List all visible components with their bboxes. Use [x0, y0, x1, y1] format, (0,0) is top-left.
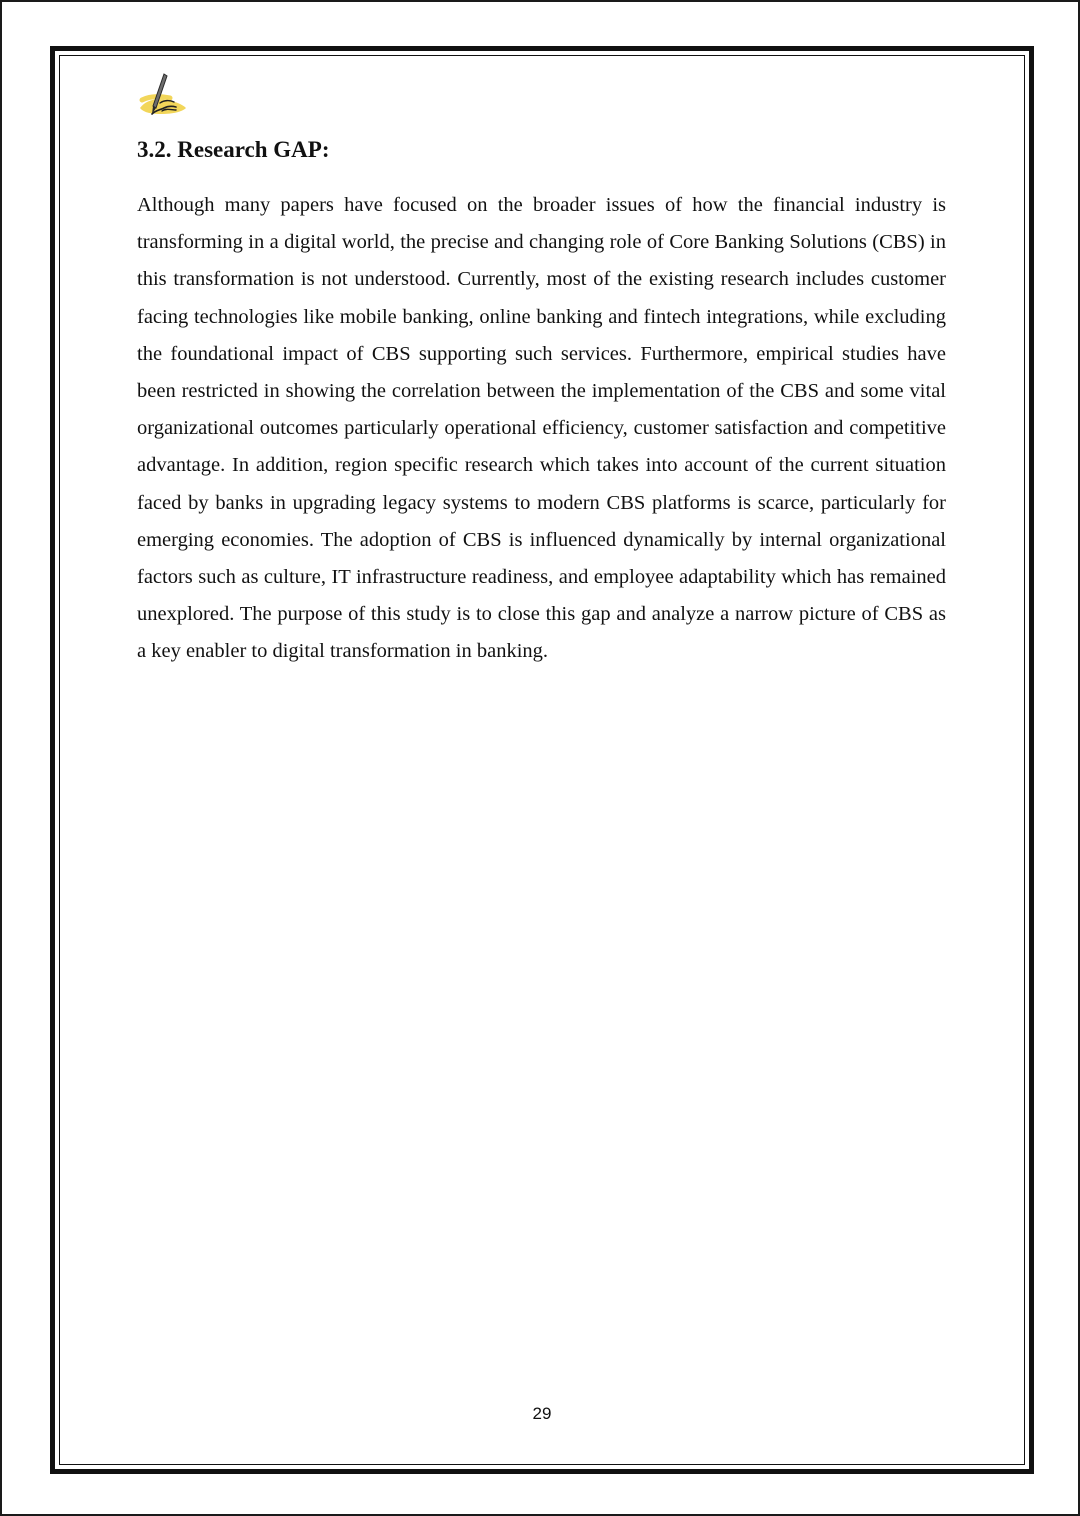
page-number: 29: [532, 1404, 552, 1423]
pen-writing-icon: [136, 70, 190, 118]
section-heading: 3.2. Research GAP:: [137, 137, 330, 162]
section-paragraph: Although many papers have focused on the broader issues of how the financial industry is transforming in a digital world, the precise and changing role of Core Banking Solutions (CBS) in this transformation is not understood. Currently, most of the existing research includes customer facing technologies like mobile banking, online banking and fintech integrations, while excluding the foundational impact of CBS supporting such services. Furthermore, empirical studies have been restricted in showing the correlation between the implementation of the CBS and some vital organizational outcomes particularly operational efficiency, customer satisfaction and competitive advantage. In addition, region specific research which takes into account of the current situation faced by banks in upgrading legacy systems to modern CBS platforms is scarce, particularly for emerging economies. The adoption of CBS is influenced dynamically by internal organizational factors such as culture, IT infrastructure readiness, and employee adaptability which has remained unexplored. The purpose of this study is to close this gap and analyze a narrow picture of CBS as a key enabler to digital transformation in banking.: [137, 194, 946, 663]
